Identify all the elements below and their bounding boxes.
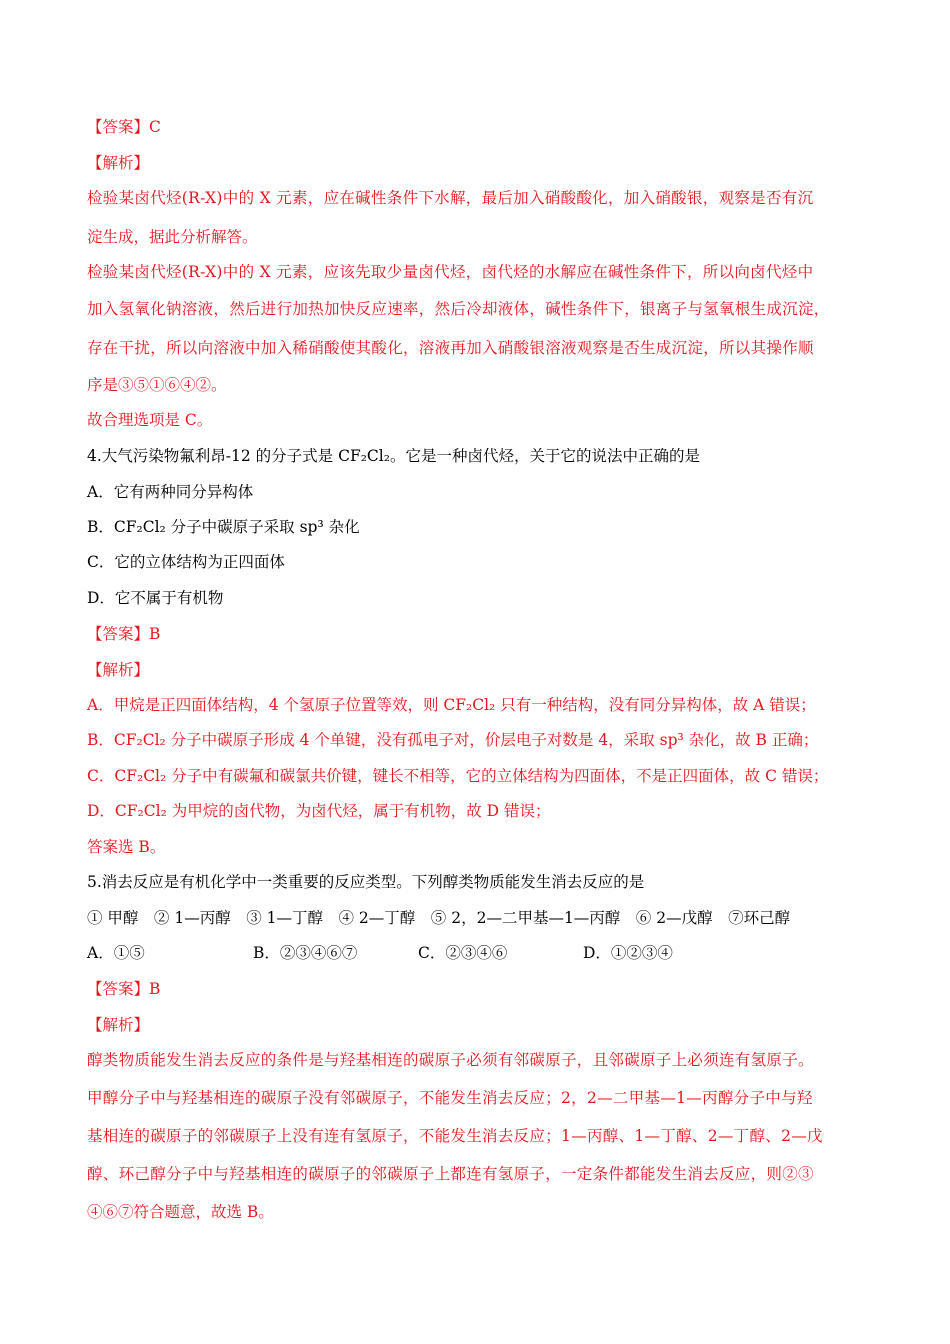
q4-option-b: B．CF₂Cl₂ 分子中碳原子采取 sp³ 杂化 [87, 518, 360, 536]
q5-options-row [87, 943, 867, 963]
q5-analysis-label: 【解析】 [87, 1016, 150, 1034]
q5-stem: 5.消去反应是有机化学中一类重要的反应类型。下列醇类物质能发生消去反应的是 [87, 873, 645, 891]
q4-option-d: D．它不属于有机物 [87, 589, 224, 607]
q5-option-b: B．②③④⑥⑦ [253, 944, 358, 962]
q3-analysis-line: 序是③⑤①⑥④②。 [87, 376, 227, 394]
q4-analysis-line: 答案选 B。 [87, 838, 166, 856]
q4-answer: 【答案】B [87, 625, 161, 643]
q5-option-c: C．②③④⑥ [418, 944, 508, 962]
q4-option-c: C．它的立体结构为正四面体 [87, 553, 285, 571]
q4-analysis-line: B．CF₂Cl₂ 分子中碳原子形成 4 个单键，没有孤电子对，价层电子对数是 4，采取 sp³ 杂化，故 B 正确； [87, 731, 819, 749]
q4-analysis-label: 【解析】 [87, 661, 150, 679]
q4-analysis-line: A．甲烷是正四面体结构，4 个氢原子位置等效，则 CF₂Cl₂ 只有一种结构，没有同分异构体，故 A 错误； [87, 696, 816, 714]
q4-option-a: A．它有两种同分异构体 [87, 483, 254, 501]
q5-analysis-line: 甲醇分子中与羟基相连的碳原子没有邻碳原子，不能发生消去反应；2，2—二甲基—1—丙醇分子中与羟 [87, 1089, 813, 1107]
q4-analysis-line: C．CF₂Cl₂ 分子中有碳氟和碳氯共价键，键长不相等，它的立体结构为四面体，不是正四面体，故 C 错误； [87, 767, 829, 785]
q3-answer: 【答案】C [87, 118, 161, 136]
q3-analysis-label: 【解析】 [87, 154, 150, 172]
q5-analysis-line: 醇类物质能发生消去反应的条件是与羟基相连的碳原子必须有邻碳原子，且邻碳原子上必须连有氢原子。 [87, 1051, 814, 1069]
q5-analysis-line: ④⑥⑦符合题意，故选 B。 [87, 1203, 274, 1221]
q4-stem: 4.大气污染物氟利昂-12 的分子式是 CF₂Cl₂。它是一种卤代烃，关于它的说法中正确的是 [87, 447, 700, 465]
q5-answer: 【答案】B [87, 980, 161, 998]
q5-option-d: D．①②③④ [583, 944, 673, 962]
q3-analysis-line: 存在干扰，所以向溶液中加入稀硝酸使其酸化，溶液再加入硝酸银溶液观察是否生成沉淀，所以其操作顺 [87, 339, 814, 357]
q3-analysis-line: 检验某卤代烃(R-X)中的 X 元素，应该先取少量卤代烃，卤代烃的水解应在碱性条件下，所以向卤代烃中 [87, 263, 814, 281]
q3-analysis-line: 淀生成，据此分析解答。 [87, 228, 258, 246]
q5-analysis-line: 醇、环己醇分子中与羟基相连的碳原子的邻碳原子上都连有氢原子，一定条件都能发生消去反应，则②③ [87, 1165, 814, 1183]
q5-option-a: A．①⑤ [87, 944, 145, 962]
q3-analysis-line: 故合理选项是 C。 [87, 411, 213, 429]
q5-items: ① 甲醇 ② 1—丙醇 ③ 1—丁醇 ④ 2—丁醇 ⑤ 2，2—二甲基—1—丙醇 ⑥ 2—戊醇 ⑦环己醇 [87, 909, 791, 927]
q4-analysis-line: D．CF₂Cl₂ 为甲烷的卤代物，为卤代烃，属于有机物，故 D 错误； [87, 802, 551, 820]
q5-analysis-line: 基相连的碳原子的邻碳原子上没有连有氢原子，不能发生消去反应；1—丙醇、1—丁醇、2—丁醇、2—戊 [87, 1127, 823, 1145]
q3-analysis-line: 加入氢氧化钠溶液，然后进行加热加快反应速率，然后冷却液体，碱性条件下，银离子与氢氧根生成沉淀， [87, 300, 830, 318]
q3-analysis-line: 检验某卤代烃(R-X)中的 X 元素，应在碱性条件下水解，最后加入硝酸酸化，加入硝酸银，观察是否有沉 [87, 189, 814, 207]
